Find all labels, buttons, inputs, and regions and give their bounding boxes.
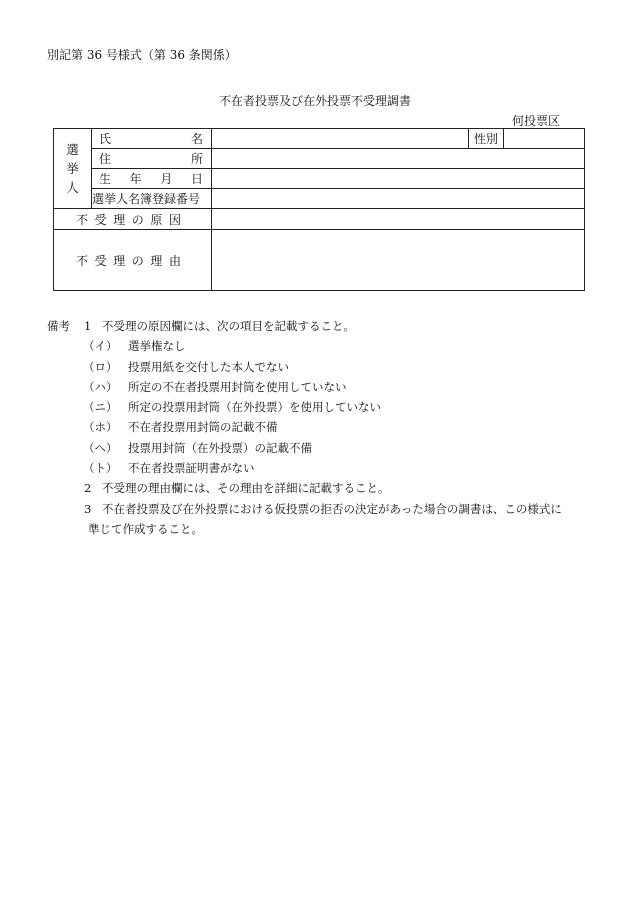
rejection-reason-field[interactable]	[212, 230, 585, 291]
gender-field[interactable]	[504, 129, 585, 149]
remark-subitem: （ト） 不在者投票証明書がない	[83, 461, 255, 476]
remark-subitem: （ニ） 所定の投票用封筒（在外投票）を使用していない	[83, 400, 381, 415]
remark-subitem: （ハ） 所定の不在者投票用封筒を使用していない	[83, 379, 347, 394]
remark-subitem: （ホ） 不在者投票用封筒の記載不備	[83, 420, 278, 435]
name-field[interactable]	[212, 129, 469, 149]
remark-item-1: 備考 1 不受理の原因欄には、次の項目を記載すること。	[47, 316, 587, 336]
rejection-cause-field[interactable]	[212, 209, 585, 230]
birthdate-label: 生 年 月 日	[92, 169, 212, 189]
remark-item-3: 3 不在者投票及び在外投票における仮投票の拒否の決定があった場合の調書は、この様式に	[84, 501, 562, 516]
name-label: 氏 名	[92, 129, 212, 149]
remark-subitem: （イ） 選挙権なし	[83, 339, 186, 354]
remark-item-3-continued: 準じて作成すること。	[88, 521, 203, 536]
rejection-cause-label: 不 受 理 の 原 因	[54, 209, 212, 230]
address-label: 住 所	[92, 149, 212, 169]
rejection-reason-label: 不 受 理 の 理 由	[54, 230, 212, 291]
polling-district: 何投票区	[511, 114, 560, 128]
remarks-section	[47, 316, 587, 539]
remark-subitem: （ロ） 投票用紙を交付した本人でない	[83, 359, 289, 374]
address-field[interactable]	[212, 149, 585, 169]
birthdate-field[interactable]	[212, 169, 585, 189]
gender-label: 性別	[469, 129, 504, 149]
voter-label: 選 挙 人	[54, 129, 92, 209]
registry-number-field[interactable]	[212, 189, 585, 209]
registry-number-label: 選挙人名簿登録番号	[92, 189, 212, 209]
remarks-heading: 備考	[47, 319, 70, 333]
form-reference: 別記第 36 号様式（第 36 条関係）	[47, 48, 237, 62]
rejection-record-table	[53, 128, 585, 291]
document-title: 不在者投票及び在外投票不受理調書	[218, 94, 411, 108]
remark-item-2: 2 不受理の理由欄には、その理由を詳細に記載すること。	[84, 481, 390, 496]
remark-subitem: （ヘ） 投票用封筒（在外投票）の記載不備	[83, 440, 312, 455]
